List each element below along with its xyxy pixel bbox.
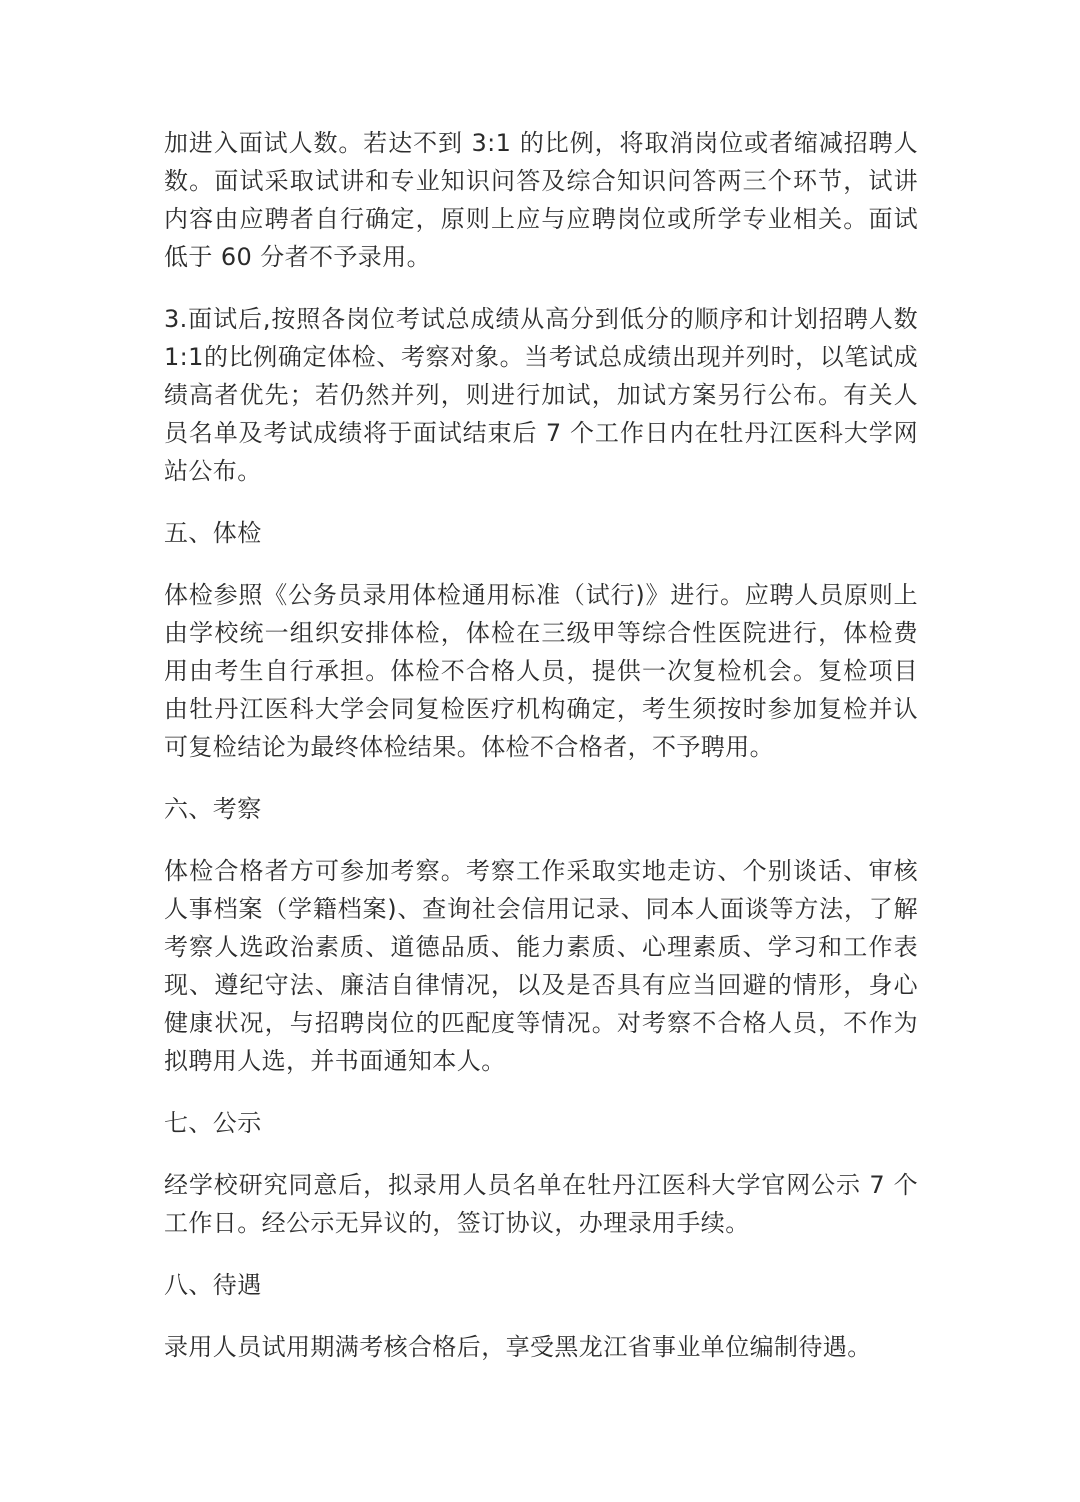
section-heading-public-notice: 七、公示: [164, 1109, 262, 1137]
paragraph-gap: [164, 1304, 918, 1328]
section-heading-physical-exam: 五、体检: [164, 519, 262, 547]
paragraph-inspection: 体检合格者方可参加考察。考察工作采取实地走访、个别谈话、审核人事档案（学籍档案)、查询社会信用记录、同本人面谈等方法，了解考察人选政治素质、道德品质、能力素质、心理素质、学习和工作表现、遵纪守法、廉洁自律情况，以及是否具有应当回避的情形，身心健康状况，与招聘岗位的匹配度等情况。对考察不合格人员，不作为拟聘用人选，并书面通知本人。: [164, 857, 918, 1075]
paragraph-gap: [164, 828, 918, 852]
paragraph-public-notice: 经学校研究同意后，拟录用人员名单在牡丹江医科大学官网公示 7 个工作日。经公示无异议的，签订协议，办理录用手续。: [164, 1171, 918, 1237]
paragraph-gap: [164, 766, 918, 790]
section-heading-benefits: 八、待遇: [164, 1271, 262, 1299]
paragraph-gap: [164, 1242, 918, 1266]
paragraph-gap: [164, 1080, 918, 1104]
paragraph-gap: [164, 552, 918, 576]
paragraph-gap: [164, 1142, 918, 1166]
paragraph-benefits: 录用人员试用期满考核合格后，享受黑龙江省事业单位编制待遇。: [164, 1333, 872, 1361]
paragraph-ranking-rules: 3.面试后,按照各岗位考试总成绩从高分到低分的顺序和计划招聘人数 1:1的比例确定体检、考察对象。当考试总成绩出现并列时，以笔试成绩高者优先；若仍然并列，则进行加试，加试方案另行公布。有关人员名单及考试成绩将于面试结束后 7 个工作日内在牡丹江医科大学网站公布。: [164, 305, 918, 485]
paragraph-gap: [164, 276, 918, 300]
paragraph-interview-rules: 加进入面试人数。若达不到 3:1 的比例，将取消岗位或者缩减招聘人数。面试采取试讲和专业知识问答及综合知识问答两三个环节，试讲内容由应聘者自行确定，原则上应与应聘岗位或所学专业相关。面试低于 60 分者不予录用。: [164, 129, 918, 271]
paragraph-gap: [164, 490, 918, 514]
paragraph-physical-exam: 体检参照《公务员录用体检通用标准（试行)》进行。应聘人员原则上由学校统一组织安排体检，体检在三级甲等综合性医院进行，体检费用由考生自行承担。体检不合格人员，提供一次复检机会。复检项目由牡丹江医科大学会同复检医疗机构确定，考生须按时参加复检并认可复检结论为最终体检结果。体检不合格者，不予聘用。: [164, 581, 918, 761]
section-heading-inspection: 六、考察: [164, 795, 262, 823]
